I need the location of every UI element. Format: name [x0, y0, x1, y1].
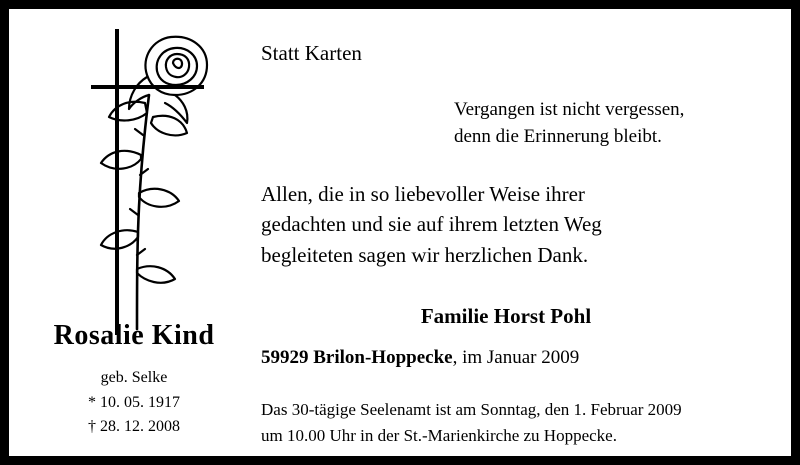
thanks-line-1: Allen, die in so liebevoller Weise ihrer — [261, 182, 585, 206]
verse-line-1: Vergangen ist nicht vergessen, — [454, 99, 685, 120]
service-line-1: Das 30-tägige Seelenamt ist am Sonntag, den 1. Februar 2009 — [261, 400, 682, 419]
border-right — [791, 0, 800, 465]
border-left — [0, 0, 9, 465]
service-line-2: um 10.00 Uhr in der St.-Marienkirche zu Hoppecke. — [261, 425, 617, 445]
statt-karten-heading: Statt Karten — [261, 41, 362, 65]
place-name: 59929 Brilon-Hoppecke — [261, 347, 453, 368]
deceased-birth-date: * 10. 05. 1917 — [88, 393, 180, 411]
thanks-line-2: gedachten und sie auf ihrem letzten Weg — [261, 212, 602, 237]
deceased-name: Rosalie Kind — [53, 320, 215, 351]
deceased-maiden-name: geb. Selke — [100, 368, 168, 386]
border-bottom — [0, 456, 800, 465]
deceased-death-date: † 28. 12. 2008 — [88, 418, 180, 436]
card-inner — [9, 9, 791, 456]
place-date: , im Januar 2009 — [452, 347, 580, 368]
verse-line-2: denn die Erinnerung bleibt. — [454, 125, 662, 147]
memorial-verse — [454, 97, 684, 151]
family-signature: Familie Horst Pohl — [420, 304, 592, 328]
deceased-block — [9, 321, 259, 440]
thanks-line-3: begleiteten sagen wir herzlichen Dank. — [261, 242, 589, 267]
memorial-service-info — [261, 397, 771, 448]
cross-with-rose-icon — [29, 17, 244, 337]
place-and-date-line — [261, 347, 579, 369]
border-top — [0, 0, 800, 9]
thanks-paragraph — [261, 179, 761, 270]
